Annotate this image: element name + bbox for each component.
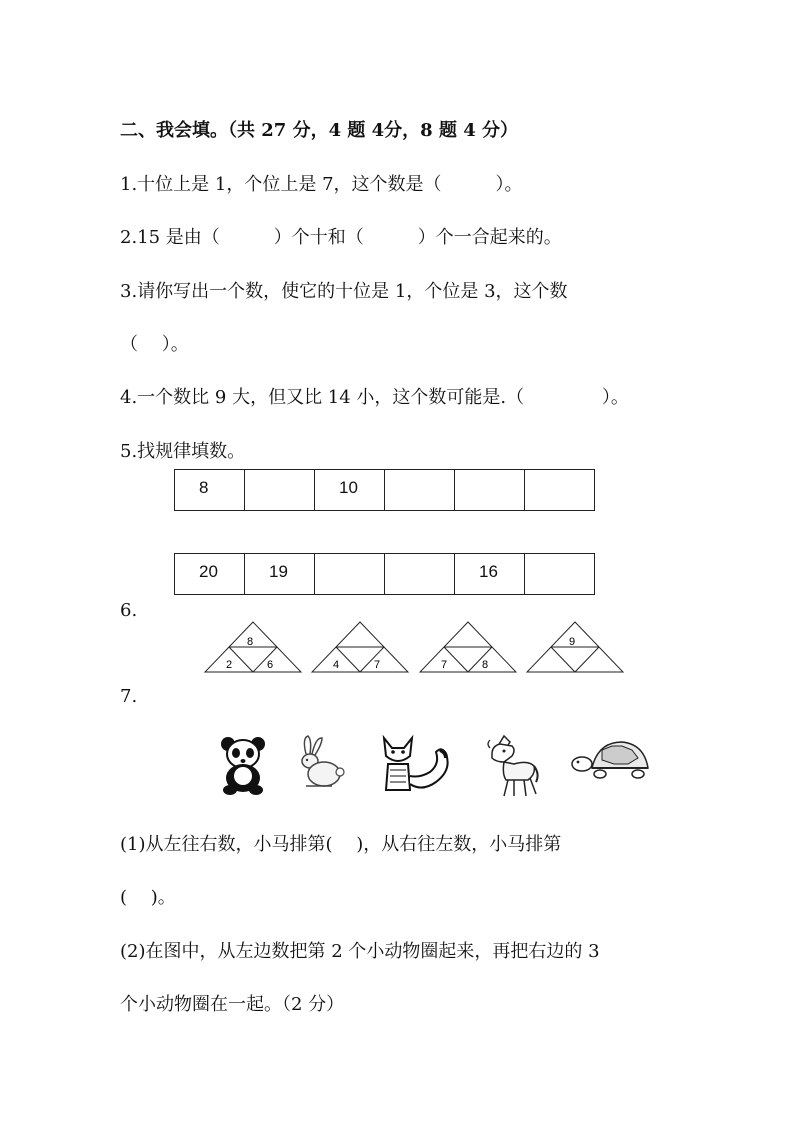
pattern-cell[interactable]: 10	[315, 470, 385, 511]
question-4: 4.一个数比 9 大，但又比 14 小，这个数可能是.（ ）。	[120, 387, 629, 408]
pattern-row-2	[174, 553, 595, 595]
split-triangle	[204, 620, 302, 674]
question-6-label: 6.	[120, 600, 138, 621]
triangle-left-number: 7	[441, 659, 448, 671]
triangle-right-number: 6	[267, 659, 274, 671]
pattern-cell[interactable]	[385, 470, 455, 511]
pattern-cell[interactable]: 8	[175, 470, 245, 511]
pattern-cell[interactable]: 20	[175, 554, 245, 595]
question-1: 1.十位上是 1，个位上是 7，这个数是（ ）。	[120, 174, 523, 195]
pattern-cell[interactable]	[525, 554, 595, 595]
fox-icon[interactable]	[378, 734, 456, 796]
triangle-top-number: 9	[569, 636, 576, 648]
question-7-1-line-1: (1)从左往右数，小马排第( )，从右往左数，小马排第	[120, 834, 562, 855]
pattern-row-1	[174, 469, 595, 511]
triangle-left-number: 4	[333, 659, 340, 671]
pattern-cell[interactable]	[455, 470, 525, 511]
question-7-2-line-2: 个小动物圈在一起。（2 分）	[120, 994, 345, 1015]
split-triangle	[311, 620, 409, 674]
triangle-left-number: 2	[226, 659, 233, 671]
question-5-title: 5.找规律填数。	[120, 441, 246, 462]
pattern-cell[interactable]	[385, 554, 455, 595]
turtle-icon[interactable]	[568, 734, 654, 784]
pattern-cell[interactable]: 16	[455, 554, 525, 595]
question-7-1-line-2: ( )。	[120, 887, 176, 908]
question-7-2-line-1: (2)在图中，从左边数把第 2 个小动物圈起来，再把右边的 3	[120, 941, 600, 962]
question-3-line-2: （ ）。	[120, 334, 189, 355]
question-2: 2.15 是由（ ）个十和（ ）个一合起来的。	[120, 227, 562, 248]
panda-icon[interactable]	[218, 734, 270, 796]
pattern-cell[interactable]	[525, 470, 595, 511]
question-7-label: 7.	[120, 686, 138, 707]
triangle-right-number: 8	[482, 659, 489, 671]
pattern-cell[interactable]: 19	[245, 554, 315, 595]
question-3-line-1: 3.请你写出一个数，使它的十位是 1，个位是 3，这个数	[120, 281, 568, 302]
split-triangle	[526, 620, 624, 674]
horse-icon[interactable]	[484, 734, 542, 800]
pattern-cell[interactable]	[315, 554, 385, 595]
section-title: 二、我会填。（共 27 分，4 题 4分，8 题 4 分）	[120, 120, 519, 141]
triangle-top-number: 8	[247, 636, 254, 648]
pattern-cell[interactable]	[245, 470, 315, 511]
rabbit-icon[interactable]	[292, 734, 348, 792]
triangle-right-number: 7	[374, 659, 381, 671]
split-triangle	[419, 620, 517, 674]
